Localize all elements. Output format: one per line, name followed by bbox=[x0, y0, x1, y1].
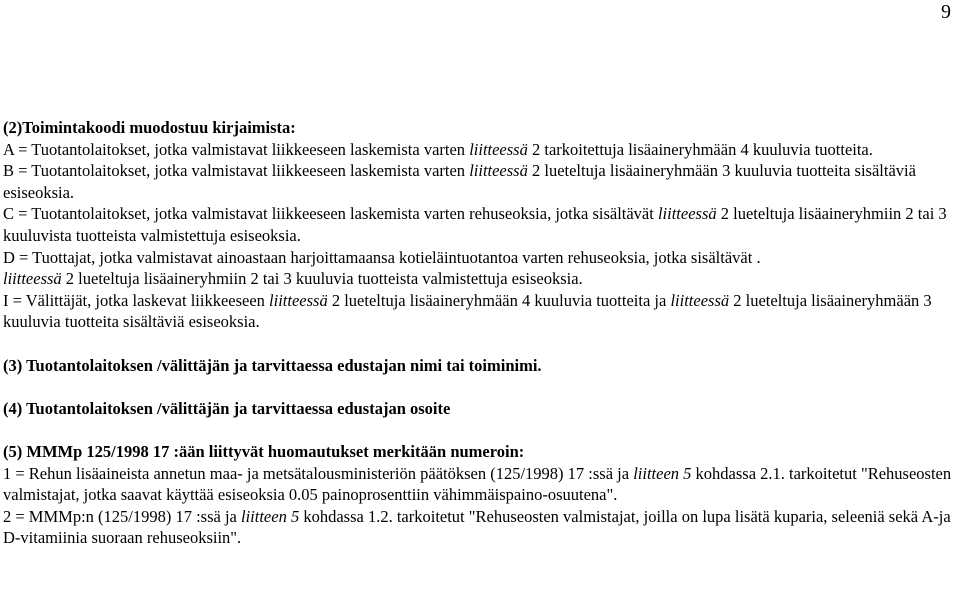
code-i-definition: I = Välittäjät, jotka laskevat liikkeeseen liitteessä 2 lueteltuja lisäaineryhmään 4 kuuluvia tuotteita ja liitteessä 2 lueteltuja lisäaineryhmään 3 kuuluvia tuotteita sisältäviä esiseoksia. bbox=[3, 290, 932, 332]
section-5-heading: (5) MMMp 125/1998 17 :ään liittyvät huomautukset merkitään numeroin: bbox=[3, 441, 525, 461]
section-4-heading: (4) Tuotantolaitoksen /välittäjän ja tarvittaessa edustajan osoite bbox=[3, 398, 451, 418]
note-2: 2 = MMMp:n (125/1998) 17 :ssä ja liitteen 5 kohdassa 1.2. tarkoitetut "Rehuseosten valmistajat, joilla on lupa lisätä kuparia, seleeniä sekä A-ja D-vitamiinia suoraan rehuseoksiin". bbox=[3, 506, 951, 548]
code-d-definition: D = Tuottajat, jotka valmistavat ainoastaan harjoittamaansa kotieläintuotantoa varten rehuseoksia, jotka sisältävät . liitteessä 2 lueteltuja lisäaineryhmiin 2 tai 3 kuuluvia tuotteista valmistettuja esiseoksia. bbox=[3, 247, 761, 289]
section-2-heading: (2)Toimintakoodi muodostuu kirjaimista: bbox=[3, 118, 296, 137]
note-1: 1 = Rehun lisäaineista annetun maa- ja metsätalousministeriön päätöksen (125/1998) 17 :ssä ja liitteen 5 kohdassa 2.1. tarkoitetut "Rehuseosten valmistajat, jotka saavat käyttää esiseoksia 0.05 painoprosenttiin vähimmäispaino-osuutena". bbox=[3, 463, 952, 505]
page-number: 9 bbox=[941, 1, 951, 23]
code-a-definition: A = Tuotantolaitokset, jotka valmistavat liikkeeseen laskemista varten liitteessä 2 tarkoitettuja lisäaineryhmään 4 kuuluvia tuotteita. bbox=[3, 139, 873, 159]
section-3-heading: (3) Tuotantolaitoksen /välittäjän ja tarvittaessa edustajan nimi tai toiminimi. bbox=[3, 355, 542, 375]
document-body bbox=[3, 117, 958, 549]
code-b-definition: B = Tuotantolaitokset, jotka valmistavat liikkeeseen laskemista varten liitteessä 2 lueteltuja lisäaineryhmään 3 kuuluvia tuotteita sisältäviä esiseoksia. bbox=[3, 161, 916, 202]
code-c-definition: C = Tuotantolaitokset, jotka valmistavat liikkeeseen laskemista varten rehuseoksia, jotka sisältävät liitteessä 2 lueteltuja lisäaineryhmiin 2 tai 3 kuuluvista tuotteista valmistettuja esiseoksia. bbox=[3, 204, 947, 245]
